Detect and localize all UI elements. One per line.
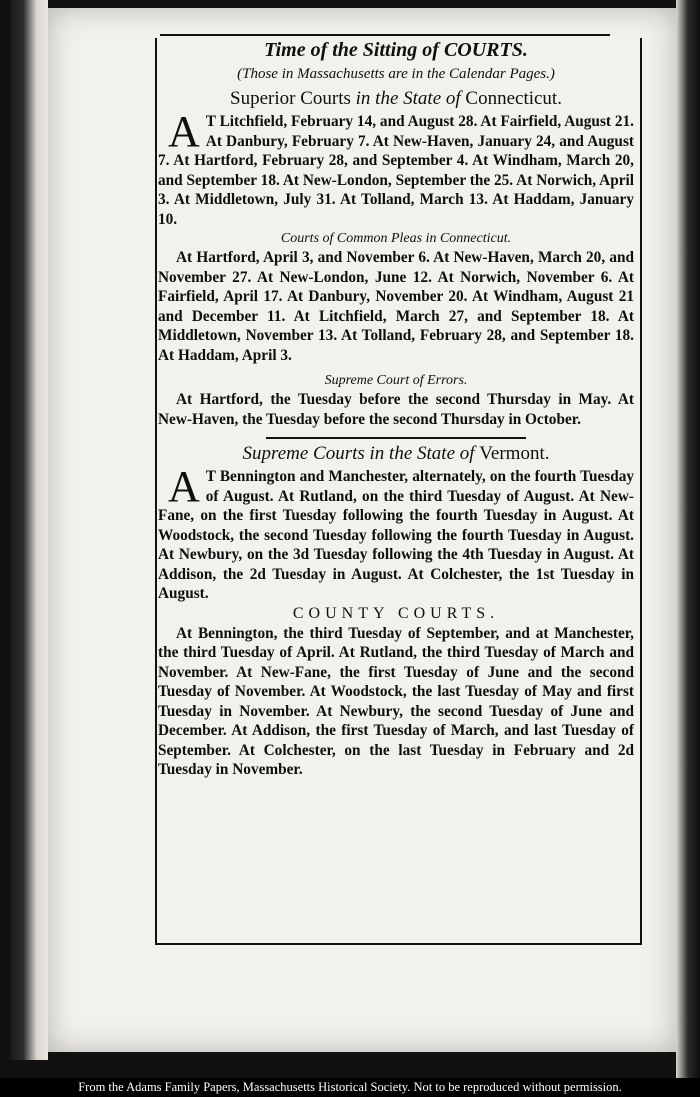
page-title: Time of the Sitting of COURTS. xyxy=(264,39,528,61)
vermont-supreme-paragraph xyxy=(158,462,634,604)
errors-text: At Hartford, the Tuesday before the second Thursday in May. At New-Haven, the Tuesday before the second Thursday in October. xyxy=(158,391,634,428)
vermont-heading xyxy=(158,441,634,467)
drop-cap-initial: A xyxy=(168,462,200,511)
court-schedule xyxy=(158,36,634,780)
connecticut-heading xyxy=(158,86,634,112)
common-pleas-text: At Hartford, April 3, and November 6. At New-Haven, March 20, and November 27. At New-London, June 12. At Norwich, November 6. At Fairfield, April 17. At Danbury, November 20. At Windham, August 21 and December 11. At Litchfield, March 27, and September 18. At Middletown, November 13. At Tolland, February 28, and September 18. At Haddam, April 3. xyxy=(158,249,634,364)
county-courts-text: At Bennington, the third Tuesday of September, and at Manchester, the third Tuesday of April. At Rutland, the third Tuesday of March and November. At New-Fane, the first Tuesday of June and the second Tuesday of November. At Woodstock, the last Tuesday of May and first Tuesday in November. At Newbury, the second Tuesday of June and December. At Addison, the first Tuesday of March, and last Tuesday of September. At Colchester, on the last Tuesday in February and 2d Tuesday in November. xyxy=(158,624,634,778)
vermont-heading-b: in the State of xyxy=(369,443,475,464)
connecticut-superior-paragraph xyxy=(158,107,634,229)
page-right-edge xyxy=(676,0,700,1078)
book-spine xyxy=(10,0,48,1060)
errors-heading: Supreme Court of Errors. xyxy=(324,373,468,388)
copyright-footer: From the Adams Family Papers, Massachusetts Historical Society. Not to be reproduced without permission. xyxy=(0,1078,700,1097)
connecticut-heading-b: in the State of xyxy=(355,88,461,109)
vermont-supreme-text: T Bennington and Manchester, alternately, on the fourth Tuesday of August. At Rutland, on the third Tuesday of August. At New-Fane, on the first Tuesday following the fourth Tuesday in August. At Woodstock, the second Tuesday following the fourth Tuesday in August. At Newbury, on the 3d Tuesday following the 4th Tuesday in August. At Addison, the 2d Tuesday in August. At Colchester, the 1st Tuesday in August. xyxy=(158,468,634,602)
common-pleas-heading: Courts of Common Pleas in Connecticut. xyxy=(280,231,512,246)
county-courts-heading: COUNTY COURTS. xyxy=(292,604,500,622)
connecticut-heading-a: Superior Courts xyxy=(230,88,351,109)
vermont-heading-c: Vermont. xyxy=(479,443,550,464)
page-subtitle: (Those in Massachusetts are in the Calendar Pages.) xyxy=(237,66,555,82)
connecticut-superior-text: T Litchfield, February 14, and August 28. At Fairfield, August 21. At Danbury, February 7. At New-Haven, January 24, and August 7. At Hartford, February 28, and September 4. At Windham, March 20, and September 18. At New-London, September the 25. At Norwich, April 3. At Middletown, July 31. At Tolland, March 13. At Haddam, January 10. xyxy=(158,113,634,228)
drop-cap-initial: A xyxy=(168,107,200,156)
vermont-heading-a: Supreme Courts xyxy=(242,443,365,464)
connecticut-heading-c: Connecticut. xyxy=(465,88,562,109)
section-divider xyxy=(266,437,526,439)
